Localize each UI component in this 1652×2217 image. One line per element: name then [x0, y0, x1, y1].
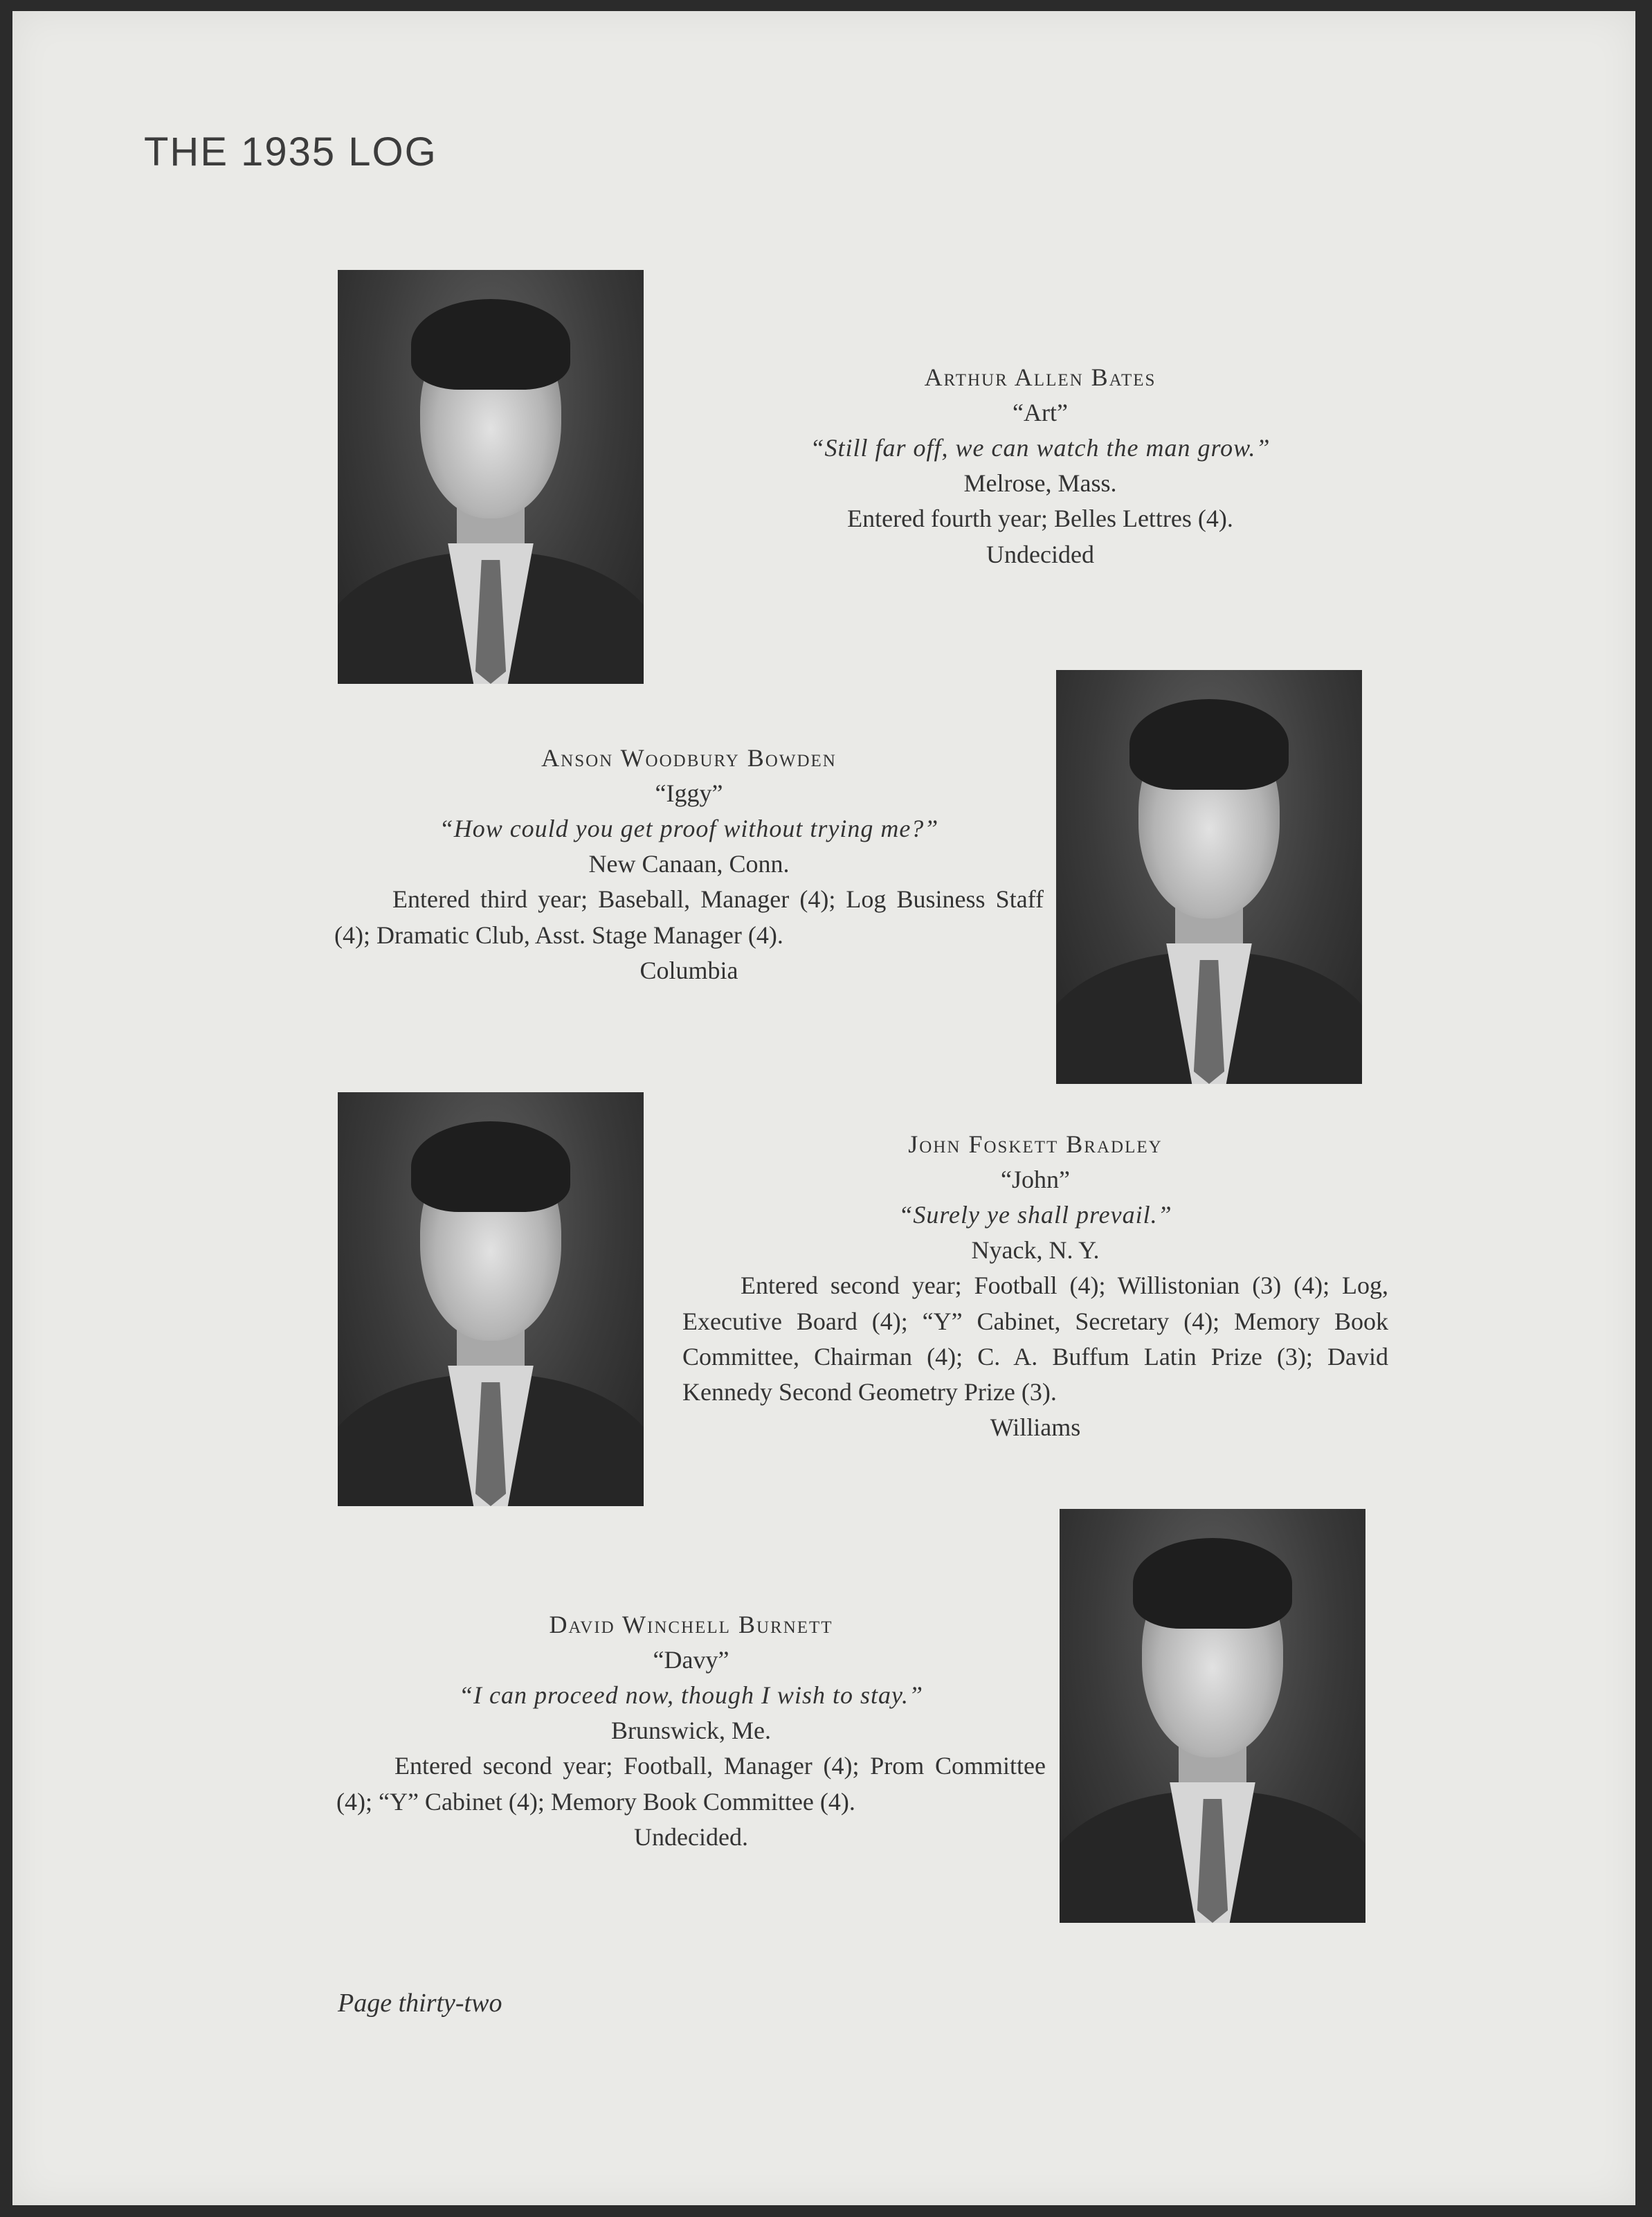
entry-bates [711, 360, 1369, 572]
activities: Entered second year; Football, Manager (4); Prom Committee (4); “Y” Cabinet (4); Memory Book Committee (4). [336, 1752, 1046, 1816]
nickname: “Davy” [653, 1646, 729, 1674]
student-name: Anson Woodbury Bowden [541, 744, 837, 772]
page-number: Page thirty-two [338, 1989, 502, 2018]
college: Undecided. [634, 1822, 748, 1851]
college: Williams [990, 1413, 1081, 1441]
quote: “I can proceed now, though I wish to stay.” [459, 1681, 923, 1710]
activities: Entered second year; Football (4); Willistonian (3) (4); Log, Executive Board (4); “Y” Cabinet, Secretary (4); Memory Book Committee, Chairman (4); C. A. Buffum Latin Prize (3); David Kennedy Second Geometry Prize (3). [682, 1272, 1388, 1406]
portrait-photo-bradley [338, 1092, 644, 1506]
nickname: “Iggy” [655, 779, 723, 808]
page-header: THE 1935 LOG [144, 129, 437, 174]
entry-bradley [682, 1127, 1388, 1445]
quote: “Surely ye shall prevail.” [898, 1201, 1172, 1229]
quote: “Still far off, we can watch the man grow.” [810, 434, 1271, 462]
activities: Entered fourth year; Belles Lettres (4). [847, 505, 1233, 533]
student-name: Arthur Allen Bates [924, 363, 1156, 391]
portrait-photo-bowden [1056, 670, 1362, 1084]
college: Columbia [639, 956, 738, 984]
student-name: David Winchell Burnett [549, 1611, 833, 1638]
hometown: Melrose, Mass. [963, 469, 1117, 498]
entry-bowden [334, 741, 1044, 988]
nickname: “Art” [1013, 399, 1068, 427]
portrait-photo-burnett [1060, 1509, 1365, 1923]
yearbook-page [12, 11, 1635, 2205]
hometown: Brunswick, Me. [611, 1717, 771, 1745]
hometown: New Canaan, Conn. [588, 850, 790, 878]
portrait-photo-bates [338, 270, 644, 684]
college: Undecided [986, 540, 1094, 568]
quote: “How could you get proof without trying me?” [439, 815, 939, 843]
hometown: Nyack, N. Y. [971, 1236, 1100, 1265]
student-name: John Foskett Bradley [908, 1130, 1163, 1158]
entry-burnett [336, 1607, 1046, 1855]
nickname: “John” [1001, 1166, 1070, 1194]
activities: Entered third year; Baseball, Manager (4); Log Business Staff (4); Dramatic Club, Asst. Stage Manager (4). [334, 885, 1044, 949]
